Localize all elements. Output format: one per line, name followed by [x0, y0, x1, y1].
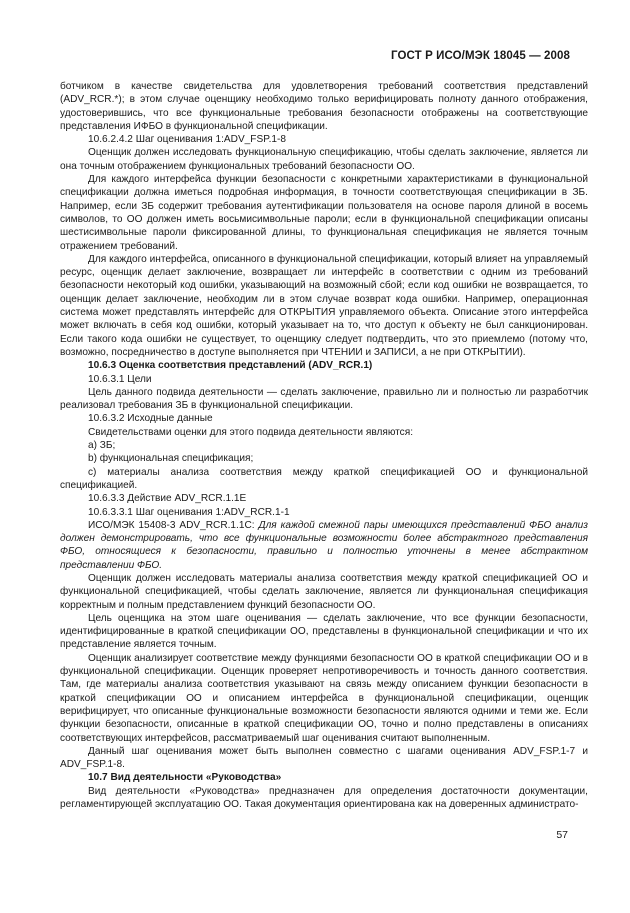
- requirement-italic-text: Для каждой смежной пары имеющихся представлений ФБО анализ должен демонстрировать, что все функциональные возможности более абстрактного представления ФБО, относящиеся к безопасности, правильно и полностью уточнены в менее абстрактном представлении ФБО.: [60, 519, 588, 571]
- paragraph: Оценщик должен исследовать функциональную спецификацию, чтобы сделать заключение, является ли она точным отображением функциональных требований безопасности ОО.: [60, 147, 588, 172]
- section-heading: 10.6.3.3.1 Шаг оценивания 1:ADV_RCR.1-1: [88, 506, 290, 518]
- paragraph-quoted-requirement: [60, 519, 588, 572]
- requirement-reference: ИСО/МЭК 15408-3 ADV_RCR.1.1С:: [88, 519, 259, 531]
- section-heading: 10.6.3.2 Исходные данные: [88, 413, 213, 425]
- paragraph: Данный шаг оценивания может быть выполнен совместно с шагами оценивания ADV_FSP.1-7 и ADV_FSP.1-8.: [60, 745, 588, 771]
- section-heading: 10.7 Вид деятельности «Руководства»: [88, 772, 282, 784]
- paragraph: Цель оценщика на этом шаге оценивания — сделать заключение, что все функции безопасности, идентифицированные в краткой спецификации ОО, представлены в функциональной спецификации и что их представление является точным.: [60, 612, 588, 651]
- page-number: 57: [556, 829, 568, 841]
- section-heading: 10.6.2.4.2 Шаг оценивания 1:ADV_FSP.1-8: [88, 134, 287, 146]
- paragraph: Свидетельствами оценки для этого подвида деятельности являются:: [88, 426, 414, 438]
- paragraph: Оценщик должен исследовать материалы анализа соответствия между краткой спецификацией ОО и функциональной спецификацией, чтобы сделать заключение, является ли функциональная спецификация корректным и полным представлением функций безопасности ОО.: [60, 572, 588, 611]
- paragraph: Цель данного подвида деятельности — сделать заключение, правильно ли и полностью ли разработчик реализовал требования ЗБ в функциональной спецификации.: [60, 386, 588, 412]
- page-header-standard-title: ГОСТ Р ИСО/МЭК 18045 — 2008: [391, 50, 570, 62]
- list-item: c) материалы анализа соответствия между краткой спецификацией ОО и функциональной спецификацией.: [60, 466, 588, 491]
- paragraph: Вид деятельности «Руководства» предназначен для определения достаточности документации, регламентирующей эксплуатацию ОО. Такая документация ориентирована как на доверенных администрато-: [60, 785, 588, 811]
- section-heading: 10.6.3.3 Действие ADV_RCR.1.1E: [88, 493, 247, 505]
- paragraph: ботчиком в качестве свидетельства для удовлетворения требований соответствия представлений (ADV_RCR.*); в этом случае оценщику необходимо только верифицировать полноту данного отображения, удостоверившись, что все функциональные требования безопасности отображены на соответствующие представления ИФБО в функциональной спецификации.: [60, 81, 588, 132]
- section-heading: 10.6.3.1 Цели: [88, 373, 152, 385]
- list-item: b) функциональная спецификация;: [88, 453, 254, 465]
- document-body: [60, 80, 588, 811]
- list-item: a) ЗБ;: [88, 440, 116, 452]
- paragraph: Для каждого интерфейса, описанного в функциональной спецификации, который влияет на управляемый ресурс, оценщик делает заключение, возвращает ли интерфейс в соответствии с одним из требований безопасности некоторый код ошибки, указывающий на возможный сбой; если код ошибки не возвращается, то оценщик делает заключение, необходим ли в этом случае возврат кода ошибки. Например, операционная система может представлять интерфейс для ОТКРЫТИЯ управляемого объекта. Описание этого интерфейса может включать в себя код ошибки, который указывает на то, что доступ к объекту не был санкционирован. Если такого кода ошибки не существует, то оценщику следует подтвердить, что это приемлемо (потому что, возможно, посредничество в доступе выполняется при ЧТЕНИИ и ЗАПИСИ, а не при ОТКРЫТИИ).: [60, 253, 588, 358]
- paragraph: Оценщик анализирует соответствие между функциями безопасности ОО в краткой спецификации ОО и в функциональной спецификации. Оценщик проверяет непротиворечивость и точность данного соответствия. Там, где материалы анализа соответствия указывают на связь между описанием функции безопасности в краткой спецификации ОО и описанием интерфейса в функциональной спецификации, оценщик верифицирует, что описанные функциональные возможности безопасности являются одними и теми же. Если функции безопасности, описанные в краткой спецификации ОО, точно и полно представлены в описаниях соответствующих интерфейсов, рассматриваемый шаг оценивания считают выполненным.: [60, 652, 588, 744]
- section-heading: 10.6.3 Оценка соответствия представлений (ADV_RCR.1): [88, 360, 373, 372]
- paragraph: Для каждого интерфейса функции безопасности с конкретными характеристиками в функциональной спецификации должна иметься подробная информация, в точности соответствующая спецификации в ЗБ. Например, если ЗБ содержит требования аутентификации пользователя на основе пароля длиной в восемь символов, то ОО должен иметь восьмисимвольные пароли; если в функциональной спецификации описаны шестисимвольные пароли фиксированной длины, то функциональная спецификация не является точным отражением требований.: [60, 174, 588, 252]
